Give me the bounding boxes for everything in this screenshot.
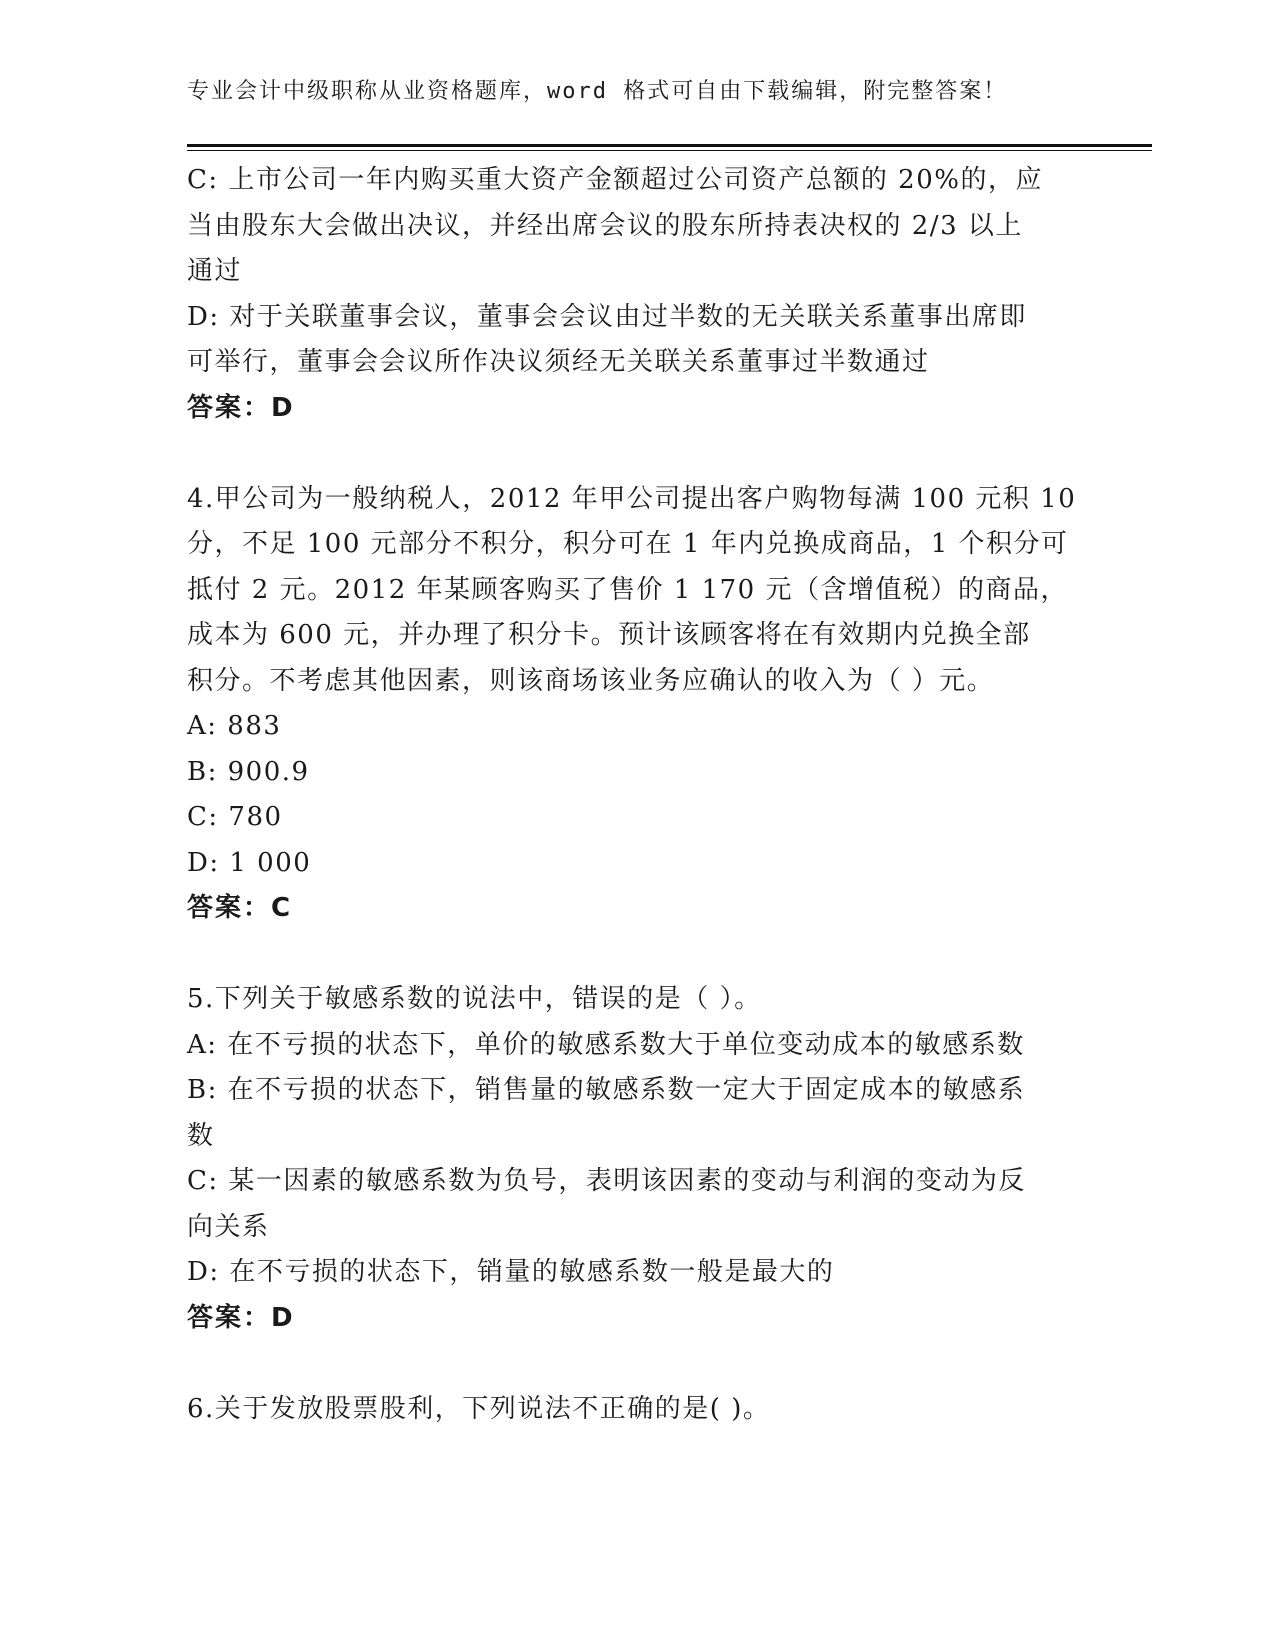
question-6 bbox=[187, 1387, 1087, 1433]
spacer bbox=[187, 431, 1087, 477]
q4-option-a: A: 883 bbox=[187, 711, 282, 741]
q5-option-line-2: B: 在不亏损的状态下，销售量的敏感系数一定大于固定成本的敏感系 bbox=[187, 1075, 1026, 1105]
q5-option-line-6: D: 在不亏损的状态下，销量的敏感系数一般是最大的 bbox=[187, 1257, 835, 1287]
q6-stem-line-1: 6.关于发放股票股利，下列说法不正确的是( )。 bbox=[187, 1393, 771, 1424]
spacer bbox=[187, 932, 1087, 978]
q4-answer: 答案：C bbox=[187, 893, 293, 923]
page-header: 专业会计中级职称从业资格题库，word 格式可自由下载编辑，附完整答案！ bbox=[187, 79, 1008, 104]
q3-option-c-line-1: C: 上市公司一年内购买重大资产金额超过公司资产总额的 20%的，应 bbox=[187, 165, 1043, 195]
q3-option-d-line-1: D: 对于关联董事会议，董事会会议由过半数的无关联关系董事出席即 bbox=[187, 301, 1027, 332]
q3-option-c-line-3: 通过 bbox=[187, 256, 243, 286]
q3-option-d-line-2: 可举行，董事会会议所作决议须经无关联关系董事过半数通过 bbox=[187, 347, 930, 377]
question-content bbox=[187, 158, 1087, 1432]
q4-stem-line-5: 积分。不考虑其他因素，则该商场该业务应确认的收入为（ ）元。 bbox=[187, 665, 995, 696]
q5-option-line-4: C: 某一因素的敏感系数为负号，表明该因素的变动与利润的变动为反 bbox=[187, 1166, 1026, 1196]
q4-stem-line-3: 抵付 2 元。2012 年某顾客购买了售价 1 170 元（含增值税）的商品， bbox=[187, 574, 1068, 605]
q4-option-b: B: 900.9 bbox=[187, 756, 310, 787]
q5-stem-line-1: 5.下列关于敏感系数的说法中，错误的是（ ）。 bbox=[187, 984, 762, 1014]
q3-answer: 答案：D bbox=[187, 392, 295, 423]
header-rule-thick bbox=[187, 144, 1152, 147]
q4-option-d: D: 1 000 bbox=[187, 847, 312, 878]
header-rule-thin bbox=[187, 150, 1152, 151]
q4-option-c: C: 780 bbox=[187, 802, 283, 832]
q5-answer: 答案：D bbox=[187, 1302, 295, 1333]
q5-option-line-3: 数 bbox=[187, 1120, 215, 1151]
q4-stem-line-2: 分，不足 100 元部分不积分，积分可在 1 年内兑换成商品，1 个积分可 bbox=[187, 529, 1069, 559]
q5-option-line-5: 向关系 bbox=[187, 1211, 270, 1242]
q5-option-line-1: A: 在不亏损的状态下，单价的敏感系数大于单位变动成本的敏感系数 bbox=[187, 1029, 1025, 1060]
question-5 bbox=[187, 977, 1087, 1341]
q4-stem-line-1: 4.甲公司为一般纳税人，2012 年甲公司提出客户购物每满 100 元积 10 bbox=[187, 483, 1077, 514]
q3-option-c-line-2: 当由股东大会做出决议，并经出席会议的股东所持表决权的 2/3 以上 bbox=[187, 210, 1023, 241]
question-3-tail bbox=[187, 158, 1087, 431]
q4-stem-line-4: 成本为 600 元，并办理了积分卡。预计该顾客将在有效期内兑换全部 bbox=[187, 620, 1031, 650]
spacer bbox=[187, 1341, 1087, 1387]
question-4 bbox=[187, 477, 1087, 932]
